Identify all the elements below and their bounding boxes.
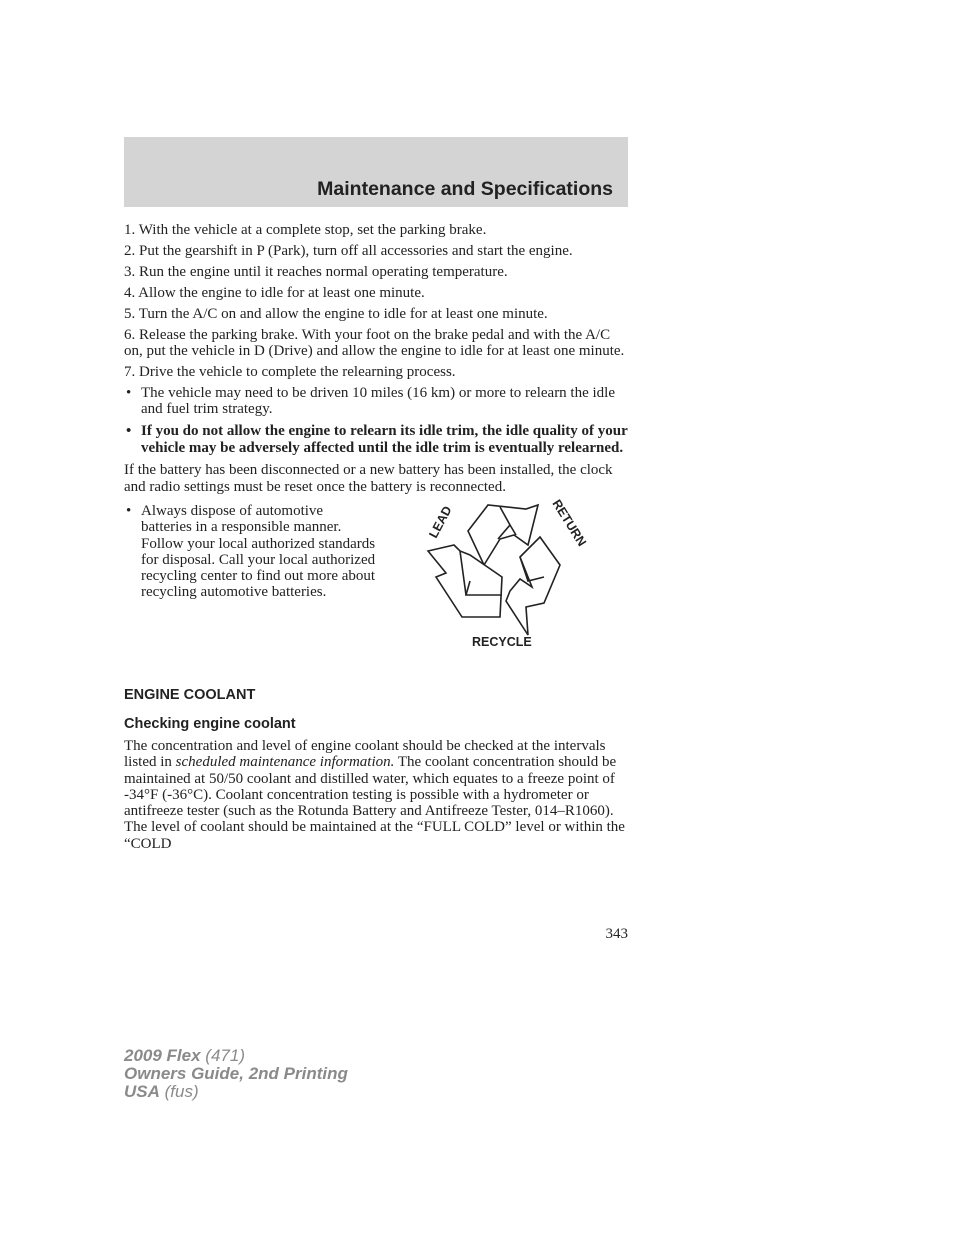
- step-7: 7. Drive the vehicle to complete the relearning process.: [124, 364, 456, 380]
- footer-line-3: [124, 1083, 348, 1101]
- step-1: 1. With the vehicle at a complete stop, set the parking brake.: [124, 222, 487, 238]
- footer-line-1: [124, 1047, 348, 1065]
- checking-coolant-subheading: Checking engine coolant: [124, 716, 296, 732]
- footer-model-code: (471): [205, 1046, 245, 1065]
- coolant-text-part2: The coolant concentration should be maintained at 50/50 coolant and distilled water, which equates to a freeze point of -34°F (-36°C). Coolant concentration testing is possible with a hydrometer or antifreeze tester (such as the Rotunda Battery and Antifreeze Tester, 014–R1060). The level of coolant should be maintained at the “FULL COLD” level or within the “COLD: [124, 754, 625, 852]
- step-4: 4. Allow the engine to idle for at least one minute.: [124, 285, 425, 301]
- footer-guide: Owners Guide, 2nd Printing: [124, 1064, 348, 1083]
- page-content: [124, 222, 628, 852]
- footer-line-2: [124, 1065, 348, 1083]
- step-6: 6. Release the parking brake. With your foot on the brake pedal and with the A/C on, put the vehicle in D (Drive) and allow the engine to idle for at least one minute.: [124, 327, 625, 359]
- recycle-label-return: RETURN: [549, 497, 589, 549]
- recycle-label-recycle: RECYCLE: [472, 635, 532, 649]
- step-2: 2. Put the gearshift in P (Park), turn off all accessories and start the engine.: [124, 243, 573, 259]
- bullet-text: Always dispose of automotive batteries in a responsible manner. Follow your local authorized standards for disposal. Call your local authorized recycling center to find out more about recycling automotive batteries.: [141, 503, 376, 601]
- bullet-text: The vehicle may need to be driven 10 miles (16 km) or more to relearn the idle and fuel trim strategy.: [141, 385, 616, 417]
- footer-market: USA: [124, 1082, 160, 1101]
- footer-market-code: (fus): [164, 1082, 199, 1101]
- page-number: 343: [605, 926, 628, 942]
- battery-paragraph: If the battery has been disconnected or a new battery has been installed, the clock and radio settings must be reset once the battery is reconnected.: [124, 462, 613, 495]
- scheduled-maintenance-reference: scheduled maintenance information.: [175, 754, 395, 771]
- bullet-text: If you do not allow the engine to relearn its idle trim, the idle quality of your vehicle may be adversely affected until the idle trim is eventually relearned.: [141, 423, 628, 456]
- step-3: 3. Run the engine until it reaches normal operating temperature.: [124, 264, 508, 280]
- section-title: Maintenance and Specifications: [317, 178, 613, 200]
- bullet-relearn-distance: [124, 385, 628, 417]
- bullet-dot: •: [126, 423, 132, 439]
- recycle-icon: [414, 495, 604, 655]
- step-5: 5. Turn the A/C on and allow the engine to idle for at least one minute.: [124, 306, 548, 322]
- bullet-dot: •: [126, 503, 132, 519]
- bullet-dot: •: [126, 385, 132, 401]
- coolant-text-part1: The concentration and level of engine coolant should be checked at the intervals listed in: [124, 738, 606, 771]
- footer-imprint: [124, 1047, 348, 1101]
- recycle-label-lead: LEAD: [426, 503, 455, 541]
- section-header: [124, 137, 628, 207]
- bullet-relearn-warning: [124, 423, 628, 456]
- recycle-section: [124, 497, 628, 673]
- bullet-disposal: [124, 503, 377, 601]
- coolant-paragraph: [124, 738, 628, 852]
- footer-model: 2009 Flex: [124, 1046, 201, 1065]
- engine-coolant-heading: ENGINE COOLANT: [124, 687, 256, 703]
